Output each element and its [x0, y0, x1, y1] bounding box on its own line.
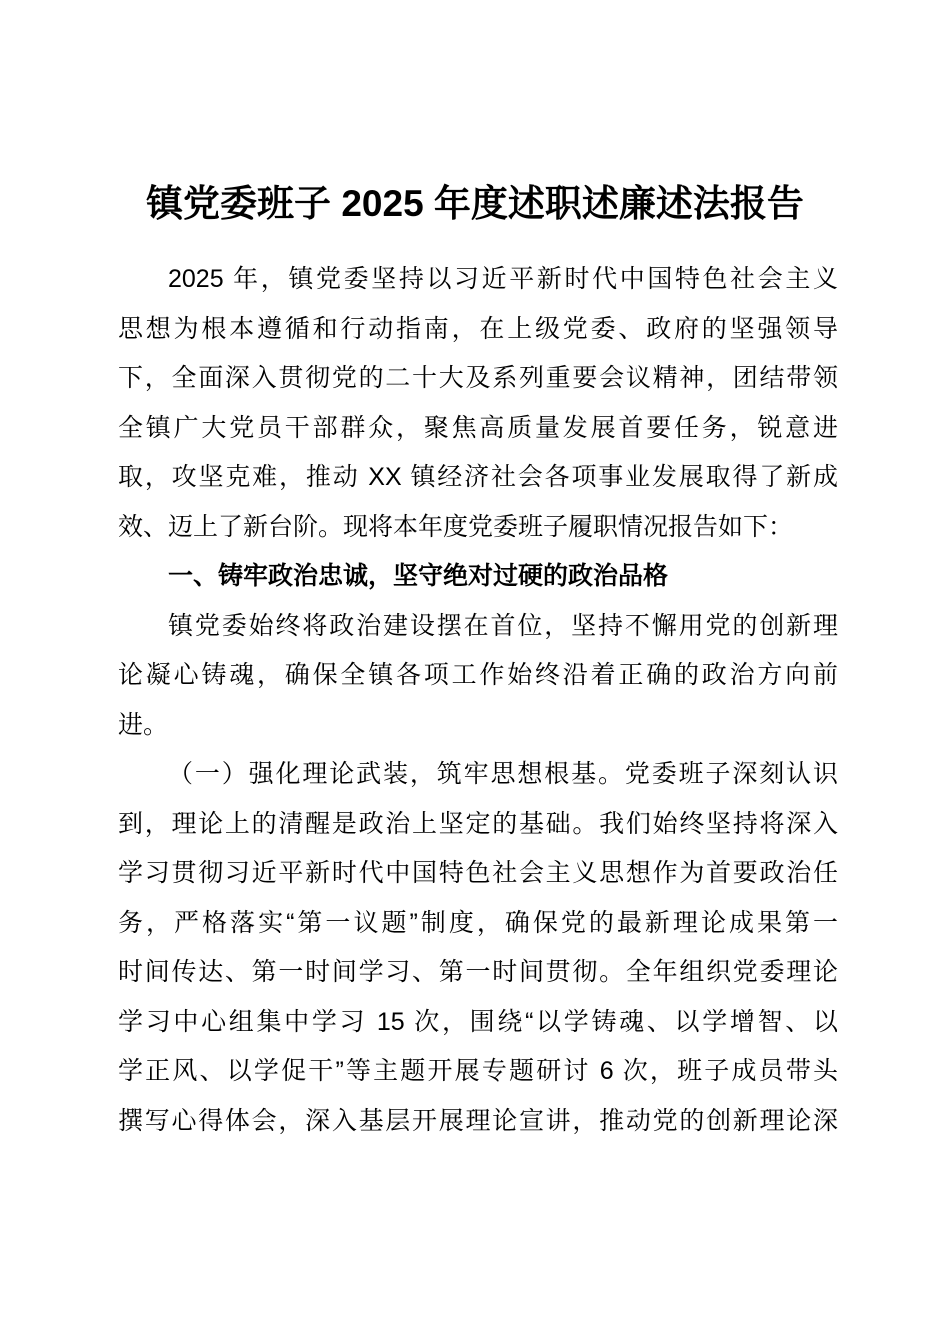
text-line: 学习贯彻习近平新时代中国特色社会主义思想作为首要政治任	[118, 859, 838, 887]
text-line: 务，严格落实“第一议题”制度，确保党的最新理论成果第一	[118, 908, 838, 937]
paragraph	[118, 750, 838, 1146]
text-line: 全镇广大党员干部群众，聚焦高质量发展首要任务，锐意进	[118, 413, 838, 442]
paragraph	[118, 602, 838, 751]
text-line: 取，攻坚克难，推动 XX 镇经济社会各项事业发展取得了新成	[118, 463, 838, 491]
text-line: 时间传达、第一时间学习、第一时间贯彻。全年组织党委理论	[118, 958, 838, 986]
document-title: 镇党委班子 2025 年度述职述廉述法报告	[146, 183, 804, 224]
paragraph	[118, 255, 838, 552]
text-line: 镇党委始终将政治建设摆在首位，坚持不懈用党的创新理	[168, 611, 838, 640]
text-line: 到，理论上的清醒是政治上坚定的基础。我们始终坚持将深入	[118, 809, 838, 838]
text-line: 学习中心组集中学习 15 次，围绕“以学铸魂、以学增智、以	[118, 1007, 838, 1036]
text-line: （一）强化理论武装，筑牢思想根基。党委班子深刻认识	[168, 760, 838, 788]
text-line: 效、迈上了新台阶。现将本年度党委班子履职情况报告如下：	[118, 512, 794, 541]
text-line: 下，全面深入贯彻党的二十大及系列重要会议精神，团结带领	[118, 364, 838, 392]
text-line: 2025 年，镇党委坚持以习近平新时代中国特色社会主义	[168, 265, 838, 293]
text-line: 进。	[118, 710, 169, 739]
text-line: 论凝心铸魂，确保全镇各项工作始终沿着正确的政治方向前	[118, 661, 838, 689]
text-line: 思想为根本遵循和行动指南，在上级党委、政府的坚强领导	[118, 314, 838, 343]
section-heading	[118, 552, 838, 602]
text-line: 一、铸牢政治忠诚，坚守绝对过硬的政治品格	[168, 562, 669, 590]
document-body	[118, 255, 838, 1146]
text-line: 撰写心得体会，深入基层开展理论宣讲，推动党的创新理论深	[118, 1106, 838, 1135]
text-line: 学正风、以学促干”等主题开展专题研讨 6 次，班子成员带头	[118, 1057, 838, 1085]
